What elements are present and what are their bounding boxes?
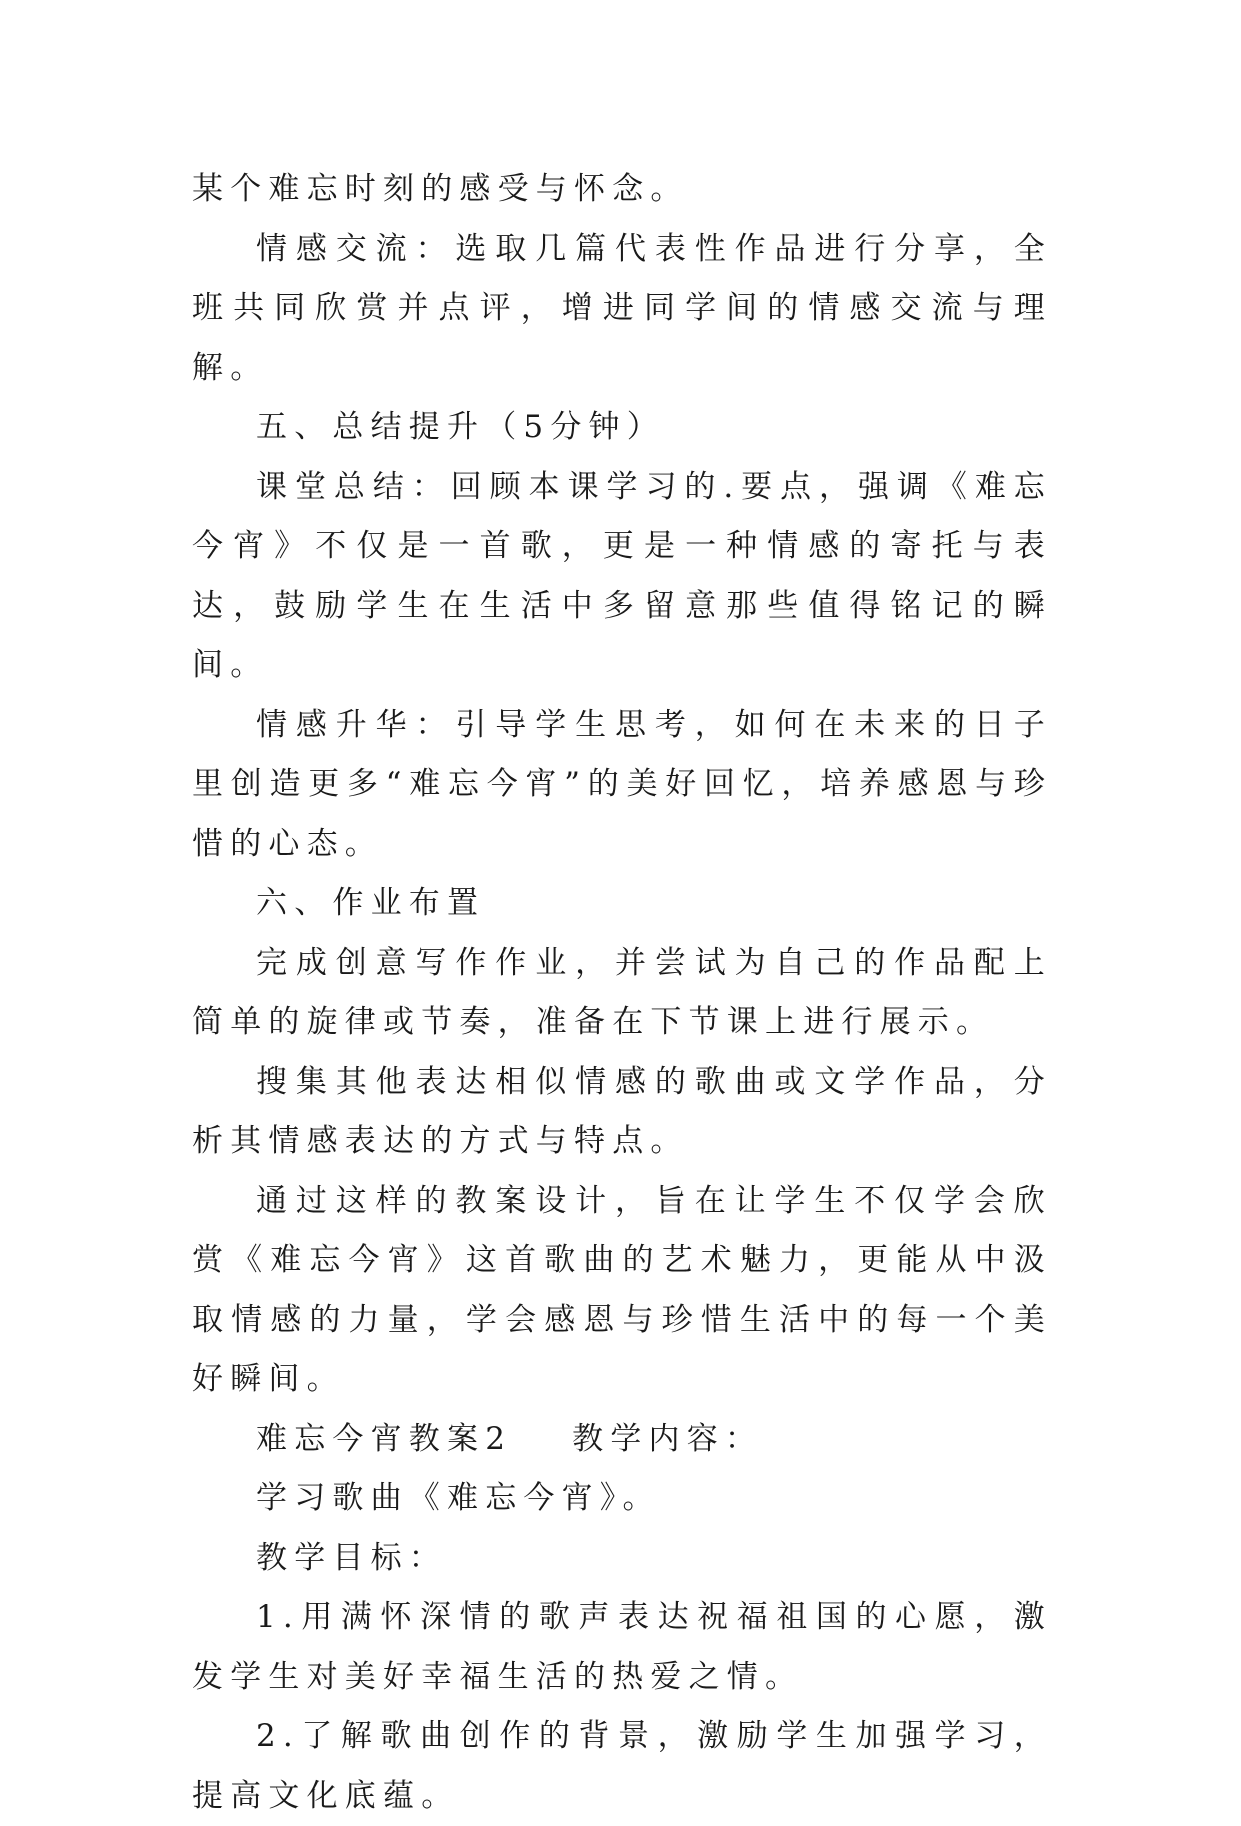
paragraph: 情感交流：选取几篇代表性作品进行分享，全班共同欣赏并点评，增进同学间的情感交流与理解。 — [192, 230, 1052, 386]
lesson-plan-title: 难忘今宵教案2 — [256, 1420, 513, 1457]
section-heading: 六、作业布置 — [256, 885, 486, 921]
list-item: 2.了解歌曲创作的背景，激励学生加强学习，提高文化底蕴。 — [192, 1718, 1052, 1814]
paragraph: 搜集其他表达相似情感的歌曲或文学作品，分析其情感表达的方式与特点。 — [192, 1063, 1052, 1159]
paragraph: 完成创意写作作业，并尝试为自己的作品配上简单的旋律或节奏，准备在下节课上进行展示。 — [192, 944, 1052, 1040]
section-heading: 教学目标： — [256, 1539, 447, 1576]
lesson-plan-heading — [192, 1410, 1052, 1470]
paragraph: 课堂总结：回顾本课学习的.要点，强调《难忘今宵》不仅是一首歌，更是一种情感的寄托与表达，鼓励学生在生活中多留意那些值得铭记的瞬间。 — [192, 468, 1052, 683]
list-item: 1.用满怀深情的歌声表达祝福祖国的心愿，激发学生对美好幸福生活的热爱之情。 — [192, 1599, 1052, 1695]
section-heading: 五、总结提升（5分钟） — [256, 409, 665, 445]
paragraph: 学习歌曲《难忘今宵》。 — [256, 1480, 661, 1516]
paragraph: 情感升华：引导学生思考，如何在未来的日子里创造更多“难忘今宵”的美好回忆，培养感恩与珍惜的心态。 — [192, 706, 1052, 862]
document-body — [192, 160, 1052, 1826]
paragraph: 某个难忘时刻的感受与怀念。 — [192, 171, 689, 207]
teaching-content-label: 教学内容： — [572, 1420, 764, 1457]
paragraph: 通过这样的教案设计，旨在让学生不仅学会欣赏《难忘今宵》这首歌曲的艺术魅力，更能从中汲取情感的力量，学会感恩与珍惜生活中的每一个美好瞬间。 — [192, 1182, 1052, 1397]
